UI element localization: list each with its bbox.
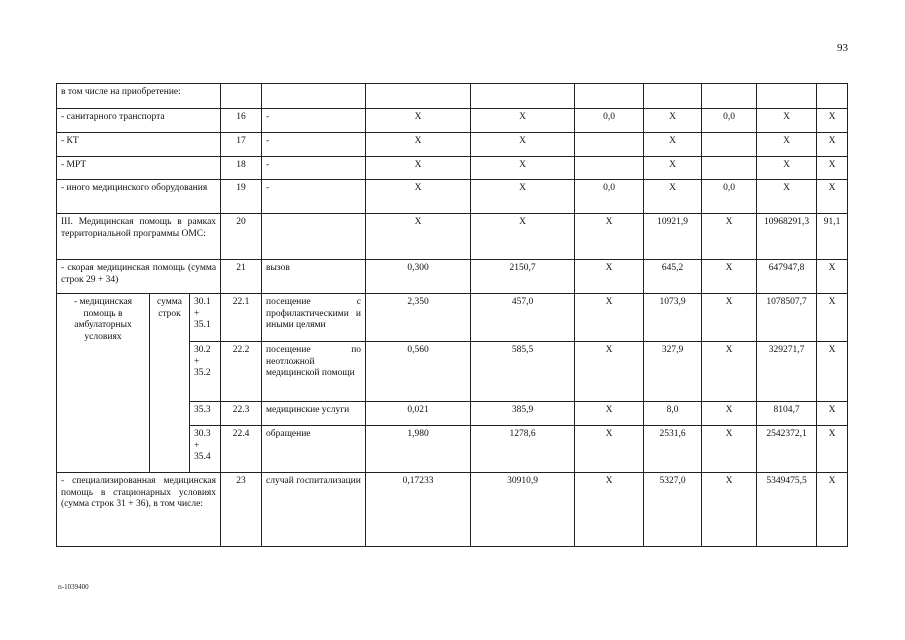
cell-c7: 645,2 (644, 260, 702, 294)
cell-c7: 8,0 (644, 402, 702, 426)
cell-c4: X (366, 133, 471, 157)
cell-c5: 30910,9 (471, 473, 575, 547)
cell-c7: 327,9 (644, 342, 702, 402)
cell-c4: 0,17233 (366, 473, 471, 547)
data-table (56, 83, 848, 547)
cell-c10: X (817, 109, 848, 133)
cell-c7: 10921,9 (644, 214, 702, 260)
cell-c8: 0,0 (702, 180, 757, 214)
row-label: в том числе на приобретение: (57, 84, 221, 109)
row-number: 21 (221, 260, 262, 294)
row-number: 16 (221, 109, 262, 133)
cell-c7: X (644, 180, 702, 214)
table-row (57, 109, 848, 133)
cell-c8: 0,0 (702, 109, 757, 133)
cell-c6: X (575, 426, 644, 473)
cell-c5: X (471, 133, 575, 157)
row-reference: 30.2 + 35.2 (190, 342, 221, 402)
cell-c10: X (817, 294, 848, 342)
cell-c9: 329271,7 (757, 342, 817, 402)
row-number: 19 (221, 180, 262, 214)
cell-c8: X (702, 342, 757, 402)
cell-c10: X (817, 342, 848, 402)
row-number: 17 (221, 133, 262, 157)
cell-c4: X (366, 180, 471, 214)
cell-c4: X (366, 214, 471, 260)
row-unit: - (262, 109, 366, 133)
cell-c5: 457,0 (471, 294, 575, 342)
document-code: п-1039400 (58, 583, 89, 591)
ambulatory-label: - медицинская помощь в амбулаторных условиях (57, 294, 150, 473)
cell-c7: X (644, 109, 702, 133)
row-unit: - (262, 180, 366, 214)
cell-c6: X (575, 473, 644, 547)
cell-c10: 91,1 (817, 214, 848, 260)
cell-c9: 647947,8 (757, 260, 817, 294)
row-unit (262, 214, 366, 260)
cell-c5: 1278,6 (471, 426, 575, 473)
row-number: 23 (221, 473, 262, 547)
cell-c10: X (817, 426, 848, 473)
row-label: - специализированная медицинская помощь в стационарных условиях (сумма строк 31 + 36), в том числе: (57, 473, 221, 547)
row-unit: обращение (262, 426, 366, 473)
cell-c9: X (757, 133, 817, 157)
row-unit: посещение с профилактическими и иными целями (262, 294, 366, 342)
cell-c10 (817, 84, 848, 109)
cell-c6: X (575, 294, 644, 342)
row-unit: случай госпитализации (262, 473, 366, 547)
cell-c4: 0,021 (366, 402, 471, 426)
cell-c9: 1078507,7 (757, 294, 817, 342)
cell-c4: 2,350 (366, 294, 471, 342)
cell-c8: X (702, 426, 757, 473)
cell-c5: 585,5 (471, 342, 575, 402)
cell-c5: X (471, 157, 575, 180)
table-row (57, 180, 848, 214)
cell-c10: X (817, 402, 848, 426)
cell-c4: 1,980 (366, 426, 471, 473)
cell-c9 (757, 84, 817, 109)
cell-c8 (702, 84, 757, 109)
row-unit: - (262, 157, 366, 180)
row-label: - МРТ (57, 157, 221, 180)
cell-c6: X (575, 342, 644, 402)
cell-c6: X (575, 214, 644, 260)
row-reference: 35.3 (190, 402, 221, 426)
table-row (57, 260, 848, 294)
row-label: - иного медицинского оборудования (57, 180, 221, 214)
cell-c5: 385,9 (471, 402, 575, 426)
cell-c4 (366, 84, 471, 109)
page-number: 93 (837, 42, 848, 54)
cell-c7: X (644, 133, 702, 157)
cell-c7: 2531,6 (644, 426, 702, 473)
cell-c5: X (471, 214, 575, 260)
table-row (57, 84, 848, 109)
table-row (57, 133, 848, 157)
cell-c5: 2150,7 (471, 260, 575, 294)
cell-c10: X (817, 133, 848, 157)
cell-c10: X (817, 157, 848, 180)
cell-c5: X (471, 109, 575, 133)
cell-c6: 0,0 (575, 109, 644, 133)
cell-c10: X (817, 180, 848, 214)
row-label: - скорая медицинская помощь (сумма строк 29 + 34) (57, 260, 221, 294)
cell-c8: X (702, 402, 757, 426)
row-number: 18 (221, 157, 262, 180)
cell-c7: X (644, 157, 702, 180)
cell-c6 (575, 157, 644, 180)
cell-c8: X (702, 260, 757, 294)
cell-c7: 5327,0 (644, 473, 702, 547)
cell-c9: X (757, 109, 817, 133)
cell-c10: X (817, 260, 848, 294)
row-label: III. Медицинская помощь в рамках территориальной программы ОМС: (57, 214, 221, 260)
row-unit: вызов (262, 260, 366, 294)
cell-c8: X (702, 473, 757, 547)
cell-c9: 10968291,3 (757, 214, 817, 260)
table-row (57, 214, 848, 260)
row-number (221, 84, 262, 109)
row-number: 22.1 (221, 294, 262, 342)
cell-c8: X (702, 294, 757, 342)
row-number: 22.2 (221, 342, 262, 402)
row-reference: 30.3 + 35.4 (190, 426, 221, 473)
cell-c6: 0,0 (575, 180, 644, 214)
row-reference: 30.1 + 35.1 (190, 294, 221, 342)
row-number: 20 (221, 214, 262, 260)
table-row (57, 294, 848, 342)
cell-c5 (471, 84, 575, 109)
row-unit (262, 84, 366, 109)
cell-c6 (575, 84, 644, 109)
cell-c4: X (366, 157, 471, 180)
row-unit: - (262, 133, 366, 157)
row-unit: посещение по неотложной медицинской помощи (262, 342, 366, 402)
cell-c6: X (575, 402, 644, 426)
cell-c5: X (471, 180, 575, 214)
cell-c9: 2542372,1 (757, 426, 817, 473)
table-row (57, 157, 848, 180)
cell-c8 (702, 157, 757, 180)
cell-c4: 0,300 (366, 260, 471, 294)
sum-rows-label: сумма строк (150, 294, 190, 473)
row-number: 22.4 (221, 426, 262, 473)
cell-c9: X (757, 157, 817, 180)
cell-c9: 5349475,5 (757, 473, 817, 547)
cell-c6: X (575, 260, 644, 294)
cell-c4: X (366, 109, 471, 133)
cell-c6 (575, 133, 644, 157)
cell-c7 (644, 84, 702, 109)
cell-c9: X (757, 180, 817, 214)
cell-c4: 0,560 (366, 342, 471, 402)
row-label: - КТ (57, 133, 221, 157)
table-row (57, 473, 848, 547)
cell-c9: 8104,7 (757, 402, 817, 426)
cell-c8: X (702, 214, 757, 260)
row-label: - санитарного транспорта (57, 109, 221, 133)
row-unit: медицинские услуги (262, 402, 366, 426)
cell-c7: 1073,9 (644, 294, 702, 342)
cell-c10: X (817, 473, 848, 547)
row-number: 22.3 (221, 402, 262, 426)
cell-c8 (702, 133, 757, 157)
